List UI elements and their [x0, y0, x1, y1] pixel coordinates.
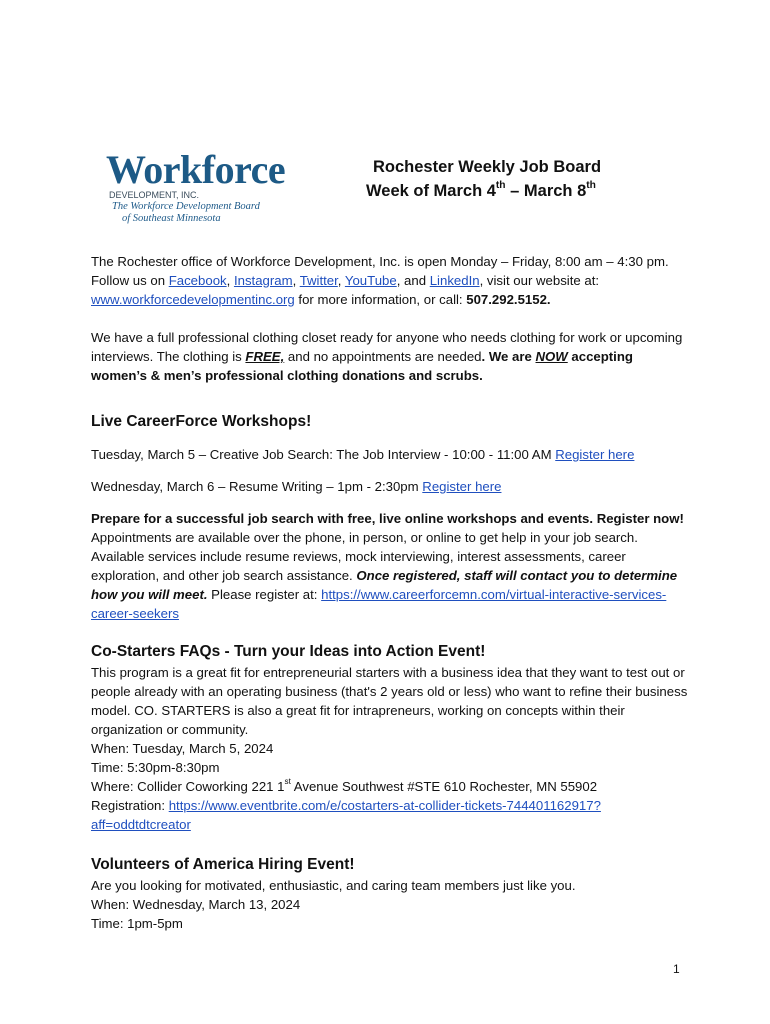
intro-text: The Rochester office of Workforce Development, Inc. is open Monday – Friday, 8:00 am – 4:30 pm. Follow us on: [91, 254, 669, 288]
costarters-when: When: Tuesday, March 5, 2024: [91, 741, 274, 756]
document-body: [91, 252, 691, 933]
title-week-start: Week of March 4: [366, 182, 496, 200]
workshops-heading: Live CareerForce Workshops!: [91, 413, 312, 430]
costarters-registration: [91, 796, 691, 834]
title-sup-2: th: [586, 179, 596, 191]
page-number: 1: [673, 962, 680, 976]
costarters-where: [91, 777, 691, 796]
logo-wordmark: Workforce: [106, 147, 286, 192]
clothing-bold: . We are: [481, 349, 536, 364]
workshop-item-2: [91, 477, 691, 496]
now-emphasis: NOW: [535, 349, 568, 364]
careerforce-register-link[interactable]: https://www.careerforcemn.com/virtual-interactive-services-career-seekers: [91, 587, 667, 621]
register-link-2[interactable]: Register here: [422, 479, 502, 494]
workforce-logo: [106, 147, 296, 228]
clothing-paragraph: [91, 328, 691, 385]
where-text: Avenue Southwest #STE 610 Rochester, MN 55902: [290, 779, 598, 794]
intro-text: , visit our website at:: [479, 273, 600, 288]
costarters-body: This program is a great fit for entrepreneurial starters with a business idea that they want to test out or people already with an operating business (that's 2 years old or less) who want to refine their business model. CO. STARTERS is also a great fit for intrapreneurs, working on concepts within their organization or community.: [91, 665, 688, 737]
workshop-item-text: Wednesday, March 6 – Resume Writing – 1pm - 2:30pm: [91, 479, 423, 494]
page-title: [366, 155, 666, 203]
separator: ,: [226, 273, 234, 288]
costarters-heading: Co-Starters FAQs - Turn your Ideas into Action Event!: [91, 643, 486, 660]
costarters-time: Time: 5:30pm-8:30pm: [91, 760, 220, 775]
logo-tagline-1: The Workforce Development Board: [112, 201, 260, 212]
website-link[interactable]: www.workforcedevelopmentinc.org: [91, 292, 295, 307]
logo-inc-text: DEVELOPMENT, INC.: [109, 190, 200, 200]
title-sup-1: th: [495, 179, 506, 191]
intro-paragraph: [91, 252, 691, 309]
workshop-item-text: Tuesday, March 5 – Creative Job Search: The Job Interview - 10:00 - 11:00 AM: [91, 447, 556, 462]
linkedin-link[interactable]: LinkedIn: [429, 273, 480, 288]
separator: ,: [292, 273, 300, 288]
where-text: Where: Collider Coworking 221 1: [91, 779, 285, 794]
title-line-1: Rochester Weekly Job Board: [373, 158, 602, 176]
title-week-end: – March 8: [505, 182, 587, 200]
voa-heading: Volunteers of America Hiring Event!: [91, 856, 355, 873]
workshops-emphasis: Once registered, staff will contact you to determine how you will meet.: [91, 568, 678, 602]
voa-when: When: Wednesday, March 13, 2024: [91, 897, 301, 912]
phone-number: 507.292.5152.: [466, 292, 551, 307]
facebook-link[interactable]: Facebook: [168, 273, 227, 288]
voa-body: Are you looking for motivated, enthusiastic, and caring team members just like you.: [91, 878, 576, 893]
title-line-2: [366, 179, 666, 203]
workshop-item-1: [91, 445, 691, 464]
logo-tagline-2: of Southeast Minnesota: [122, 213, 221, 224]
separator: , and: [396, 273, 430, 288]
twitter-link[interactable]: Twitter: [299, 273, 338, 288]
where-sup: st: [284, 777, 291, 787]
clothing-bold: accepting women’s & men’s professional clothing donations and scrubs.: [91, 349, 633, 383]
clothing-text: and no appointments are needed: [284, 349, 482, 364]
instagram-link[interactable]: Instagram: [233, 273, 293, 288]
clothing-text: We have a full professional clothing closet ready for anyone who needs clothing for work or upcoming interviews. The clothing is: [91, 330, 683, 364]
voa-time: Time: 1pm-5pm: [91, 916, 183, 931]
youtube-link[interactable]: YouTube: [344, 273, 397, 288]
workshops-register-text: Please register at:: [207, 587, 322, 602]
registration-label: Registration:: [91, 798, 169, 813]
intro-text: for more information, or call:: [294, 292, 467, 307]
register-link-1[interactable]: Register here: [555, 447, 635, 462]
workshops-info-paragraph: [91, 509, 691, 623]
free-emphasis: FREE,: [245, 349, 285, 364]
eventbrite-link[interactable]: https://www.eventbrite.com/e/costarters-at-collider-tickets-744401162917?aff=oddtdtcreator: [91, 798, 601, 832]
workshops-bold-intro: Prepare for a successful job search with free, live online workshops and events. Register now!: [91, 511, 684, 526]
workshops-body: Appointments are available over the phone, in person, or online to get help in your job search. Available services include resume reviews, mock interviewing, interest assessments, career exploration, and other job search assistance.: [91, 530, 638, 583]
separator: ,: [337, 273, 345, 288]
